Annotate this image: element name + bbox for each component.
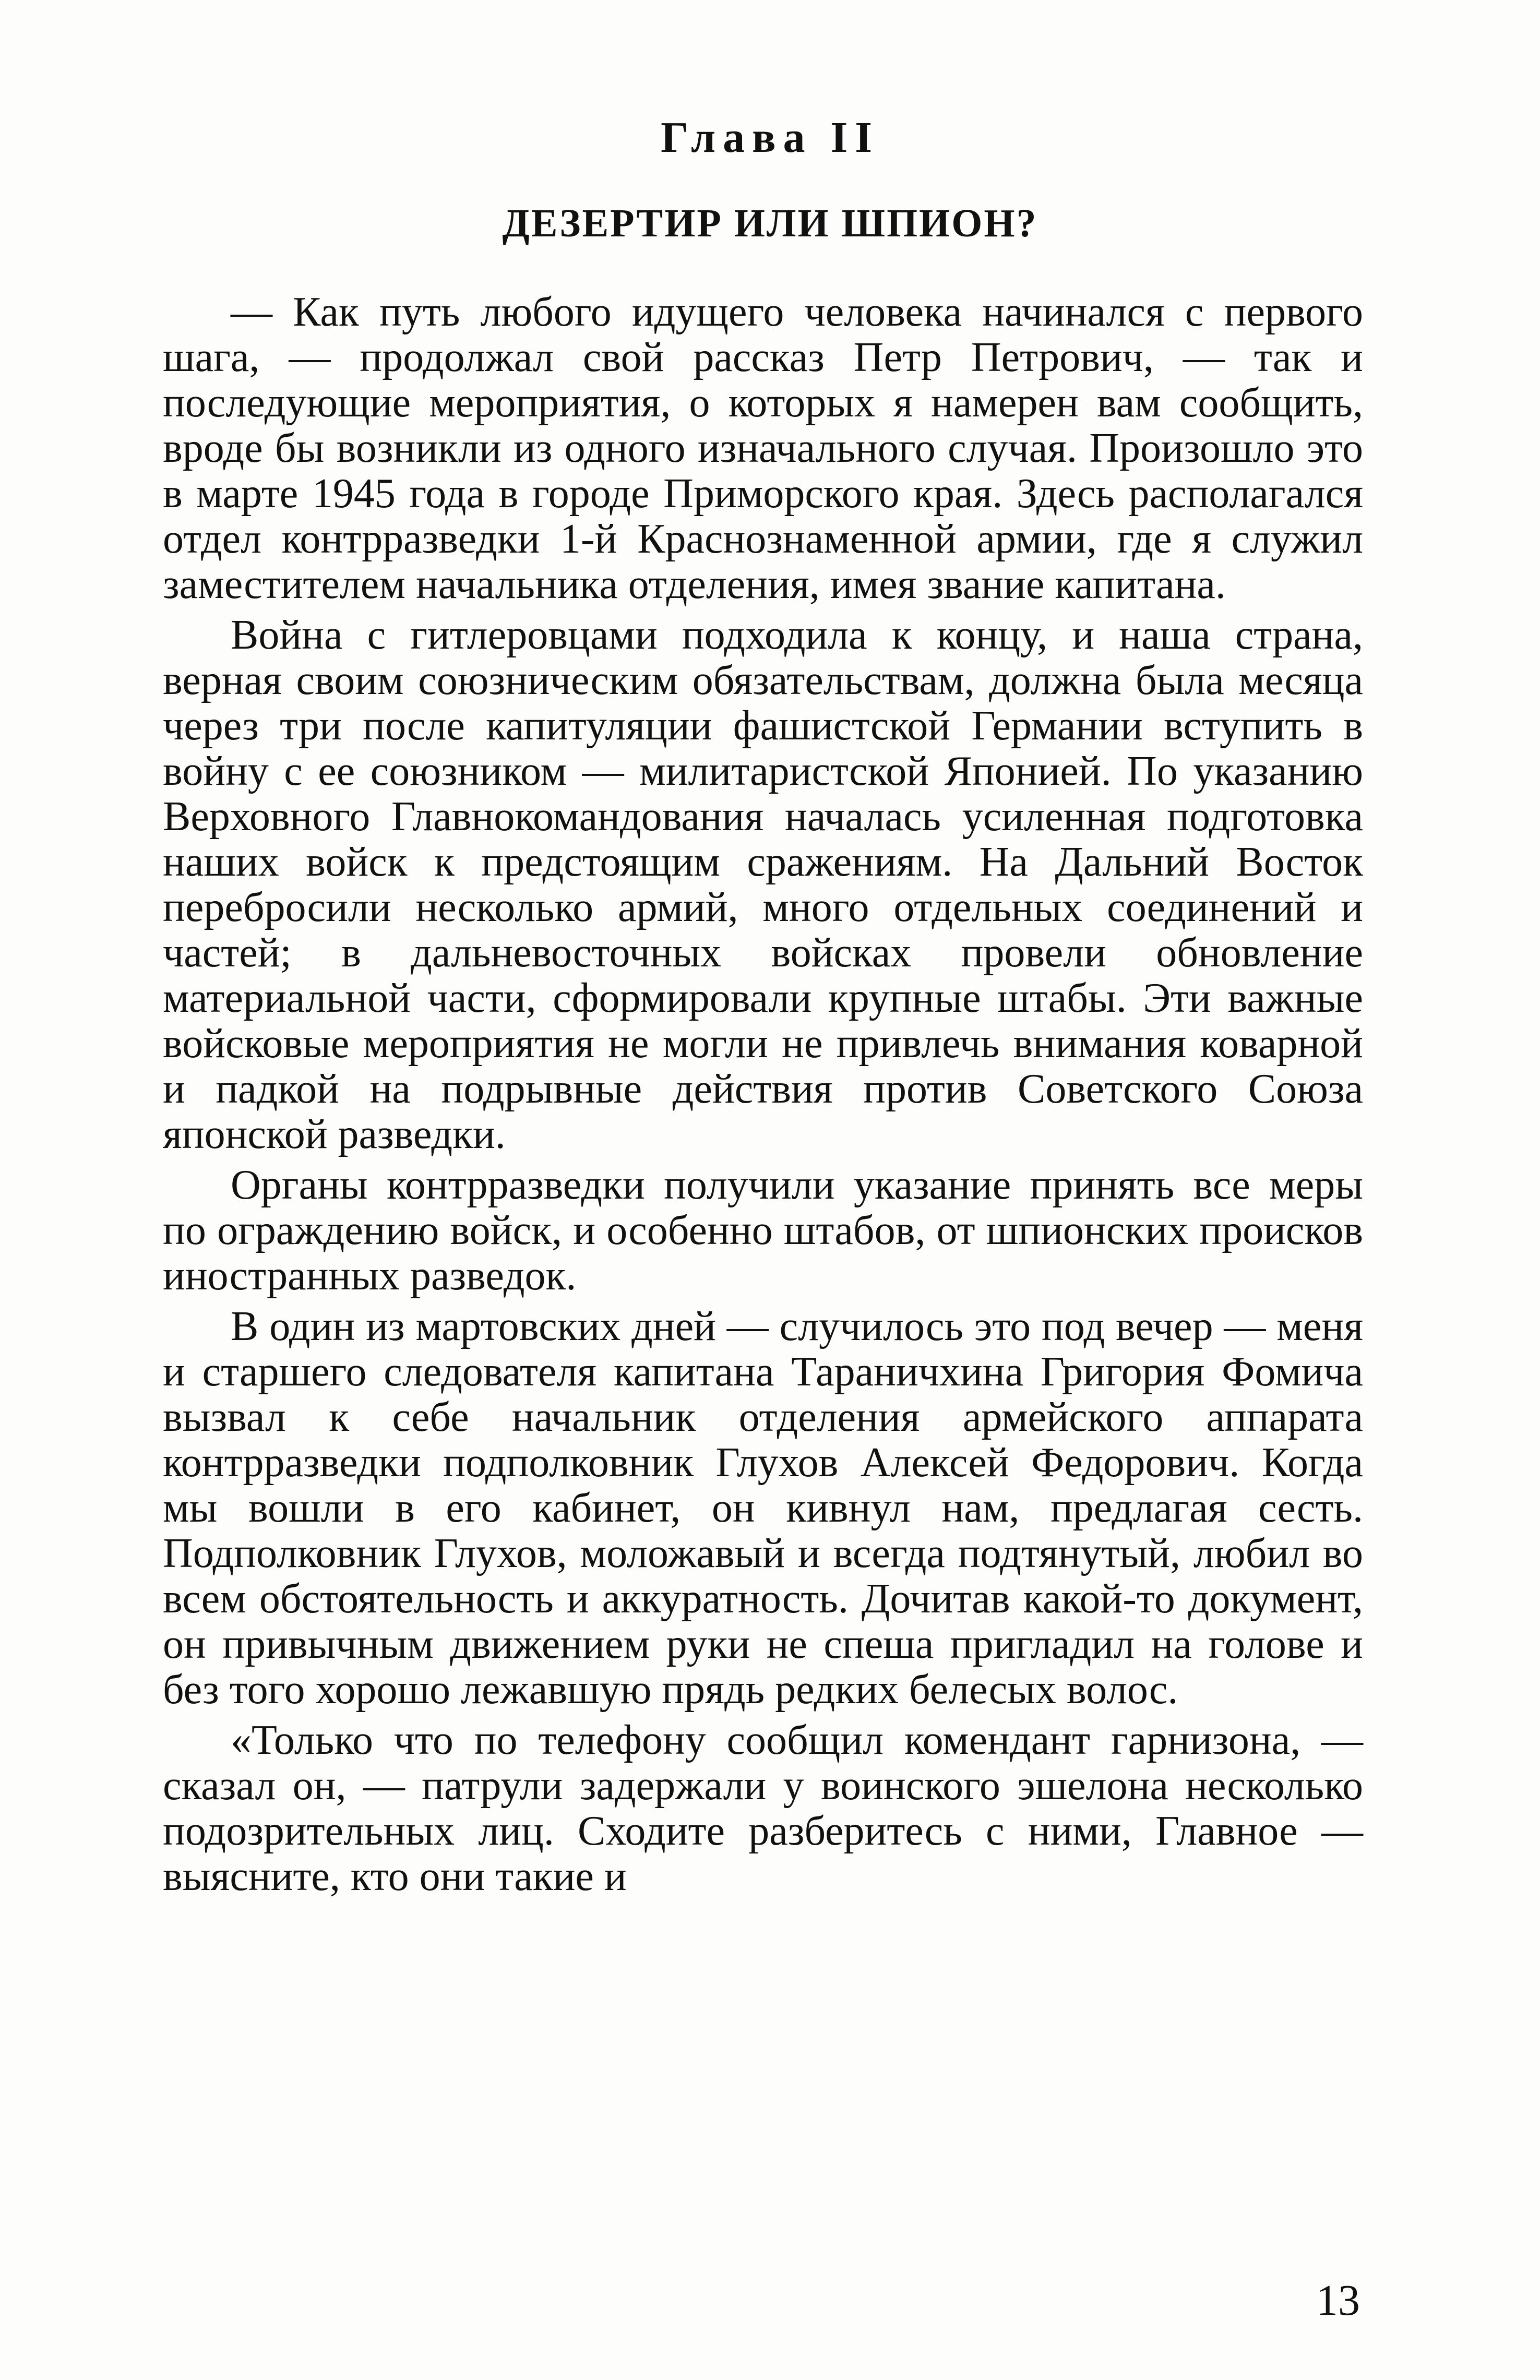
- paragraph: Война с гитлеровцами подходила к концу, и наша страна, верная своим союзническим обязательствам, должна была месяца через три после капитуляции фашистской Германии вступить в войну с ее союзником — милитаристской Японией. По указанию Верховного Главнокомандования началась усиленная подготовка наших войск к предстоящим сражениям. На Дальний Восток перебросили несколько армий, много отдельных соединений и частей; в дальневосточных войсках провели обновление материальной части, сформировали крупные штабы. Эти важные войсковые мероприятия не могли не привлечь внимания коварной и падкой на подрывные действия против Советского Союза японской разведки.: [163, 612, 1363, 1157]
- paragraph: — Как путь любого идущего человека начинался с первого шага, — продолжал свой рассказ Петр Петрович, — так и последующие мероприятия, о которых я намерен вам сообщить, вроде бы возникли из одного изначального случая. Произошло это в марте 1945 года в городе Приморского края. Здесь располагался отдел контрразведки 1-й Краснознаменной армии, где я служил заместителем начальника отделения, имея звание капитана.: [163, 289, 1363, 607]
- paragraph: Органы контрразведки получили указание принять все меры по ограждению войск, и особенно штабов, от шпионских происков иностранных разведок.: [163, 1162, 1363, 1299]
- paragraph: «Только что по телефону сообщил комендант гарнизона, — сказал он, — патрули задержали у воинского эшелона несколько подозрительных лиц. Сходите разберитесь с ними, Главное — выясните, кто они такие и: [163, 1717, 1363, 1899]
- paragraph: В один из мартовских дней — случилось это под вечер — меня и старшего следователя капитана Тараничхина Григория Фомича вызвал к себе начальник отделения армейского аппарата контрразведки подполковник Глухов Алексей Федорович. Когда мы вошли в его кабинет, он кивнул нам, предлагая сесть. Подполковник Глухов, моложавый и всегда подтянутый, любил во всем обстоятельность и аккуратность. Дочитав какой-то документ, он привычным движением руки не спеша пригладил на голове и без того хорошо лежавшую прядь редких белесых волос.: [163, 1303, 1363, 1713]
- page-number: 13: [1316, 2276, 1360, 2325]
- chapter-title: ДЕЗЕРТИР ИЛИ ШПИОН?: [502, 201, 1038, 245]
- body-text: [163, 290, 1363, 1905]
- chapter-label: Глава II: [661, 113, 879, 162]
